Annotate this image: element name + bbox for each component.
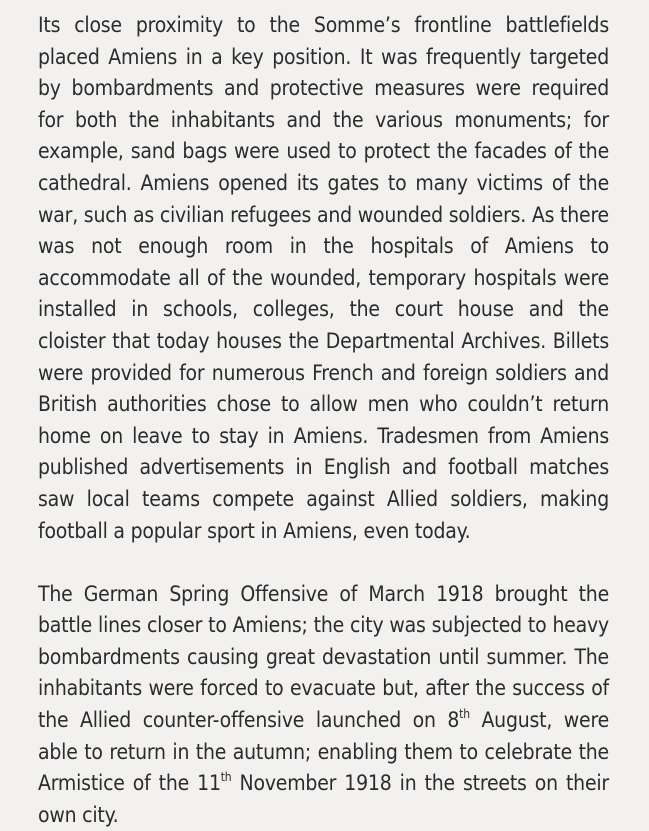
- paragraph-2-text-3: November 1918 in the streets on their own city.: [38, 771, 609, 827]
- paragraph-2-text-2: August, were able to return in the autumn; enabling them to celebrate the Armistice of the 11: [38, 708, 609, 796]
- ordinal-suffix-november: th: [220, 770, 232, 785]
- paragraph-spring-offensive: [38, 579, 609, 831]
- paragraph-2-text-1: The German Spring Offensive of March 1918 brought the battle lines closer to Amiens; the city was subjected to heavy bombardments causing great devastation until summer. The inhabitants were forced to evacuate but, after the success of the Allied counter-offensive launched on 8: [38, 581, 609, 733]
- document-body: [38, 10, 609, 831]
- paragraph-amiens-wartime: Its close proximity to the Somme’s frontline battlefields placed Amiens in a key position. It was frequently targeted by bombardments and protective measures were required for both the inhabitants and the various monuments; for example, sand bags were used to protect the facades of the cathedral. Amiens opened its gates to many victims of the war, such as civilian refugees and wounded soldiers. As there was not enough room in the hospitals of Amiens to accommodate all of the wounded, temporary hospitals were installed in schools, colleges, the court house and the cloister that today houses the Departmental Archives. Billets were provided for numerous French and foreign soldiers and British authorities chose to allow men who couldn’t return home on leave to stay in Amiens. Tradesmen from Amiens published advertisements in English and football matches saw local teams compete against Allied soldiers, making football a popular sport in Amiens, even today.: [38, 13, 609, 543]
- ordinal-suffix-august: th: [459, 707, 470, 722]
